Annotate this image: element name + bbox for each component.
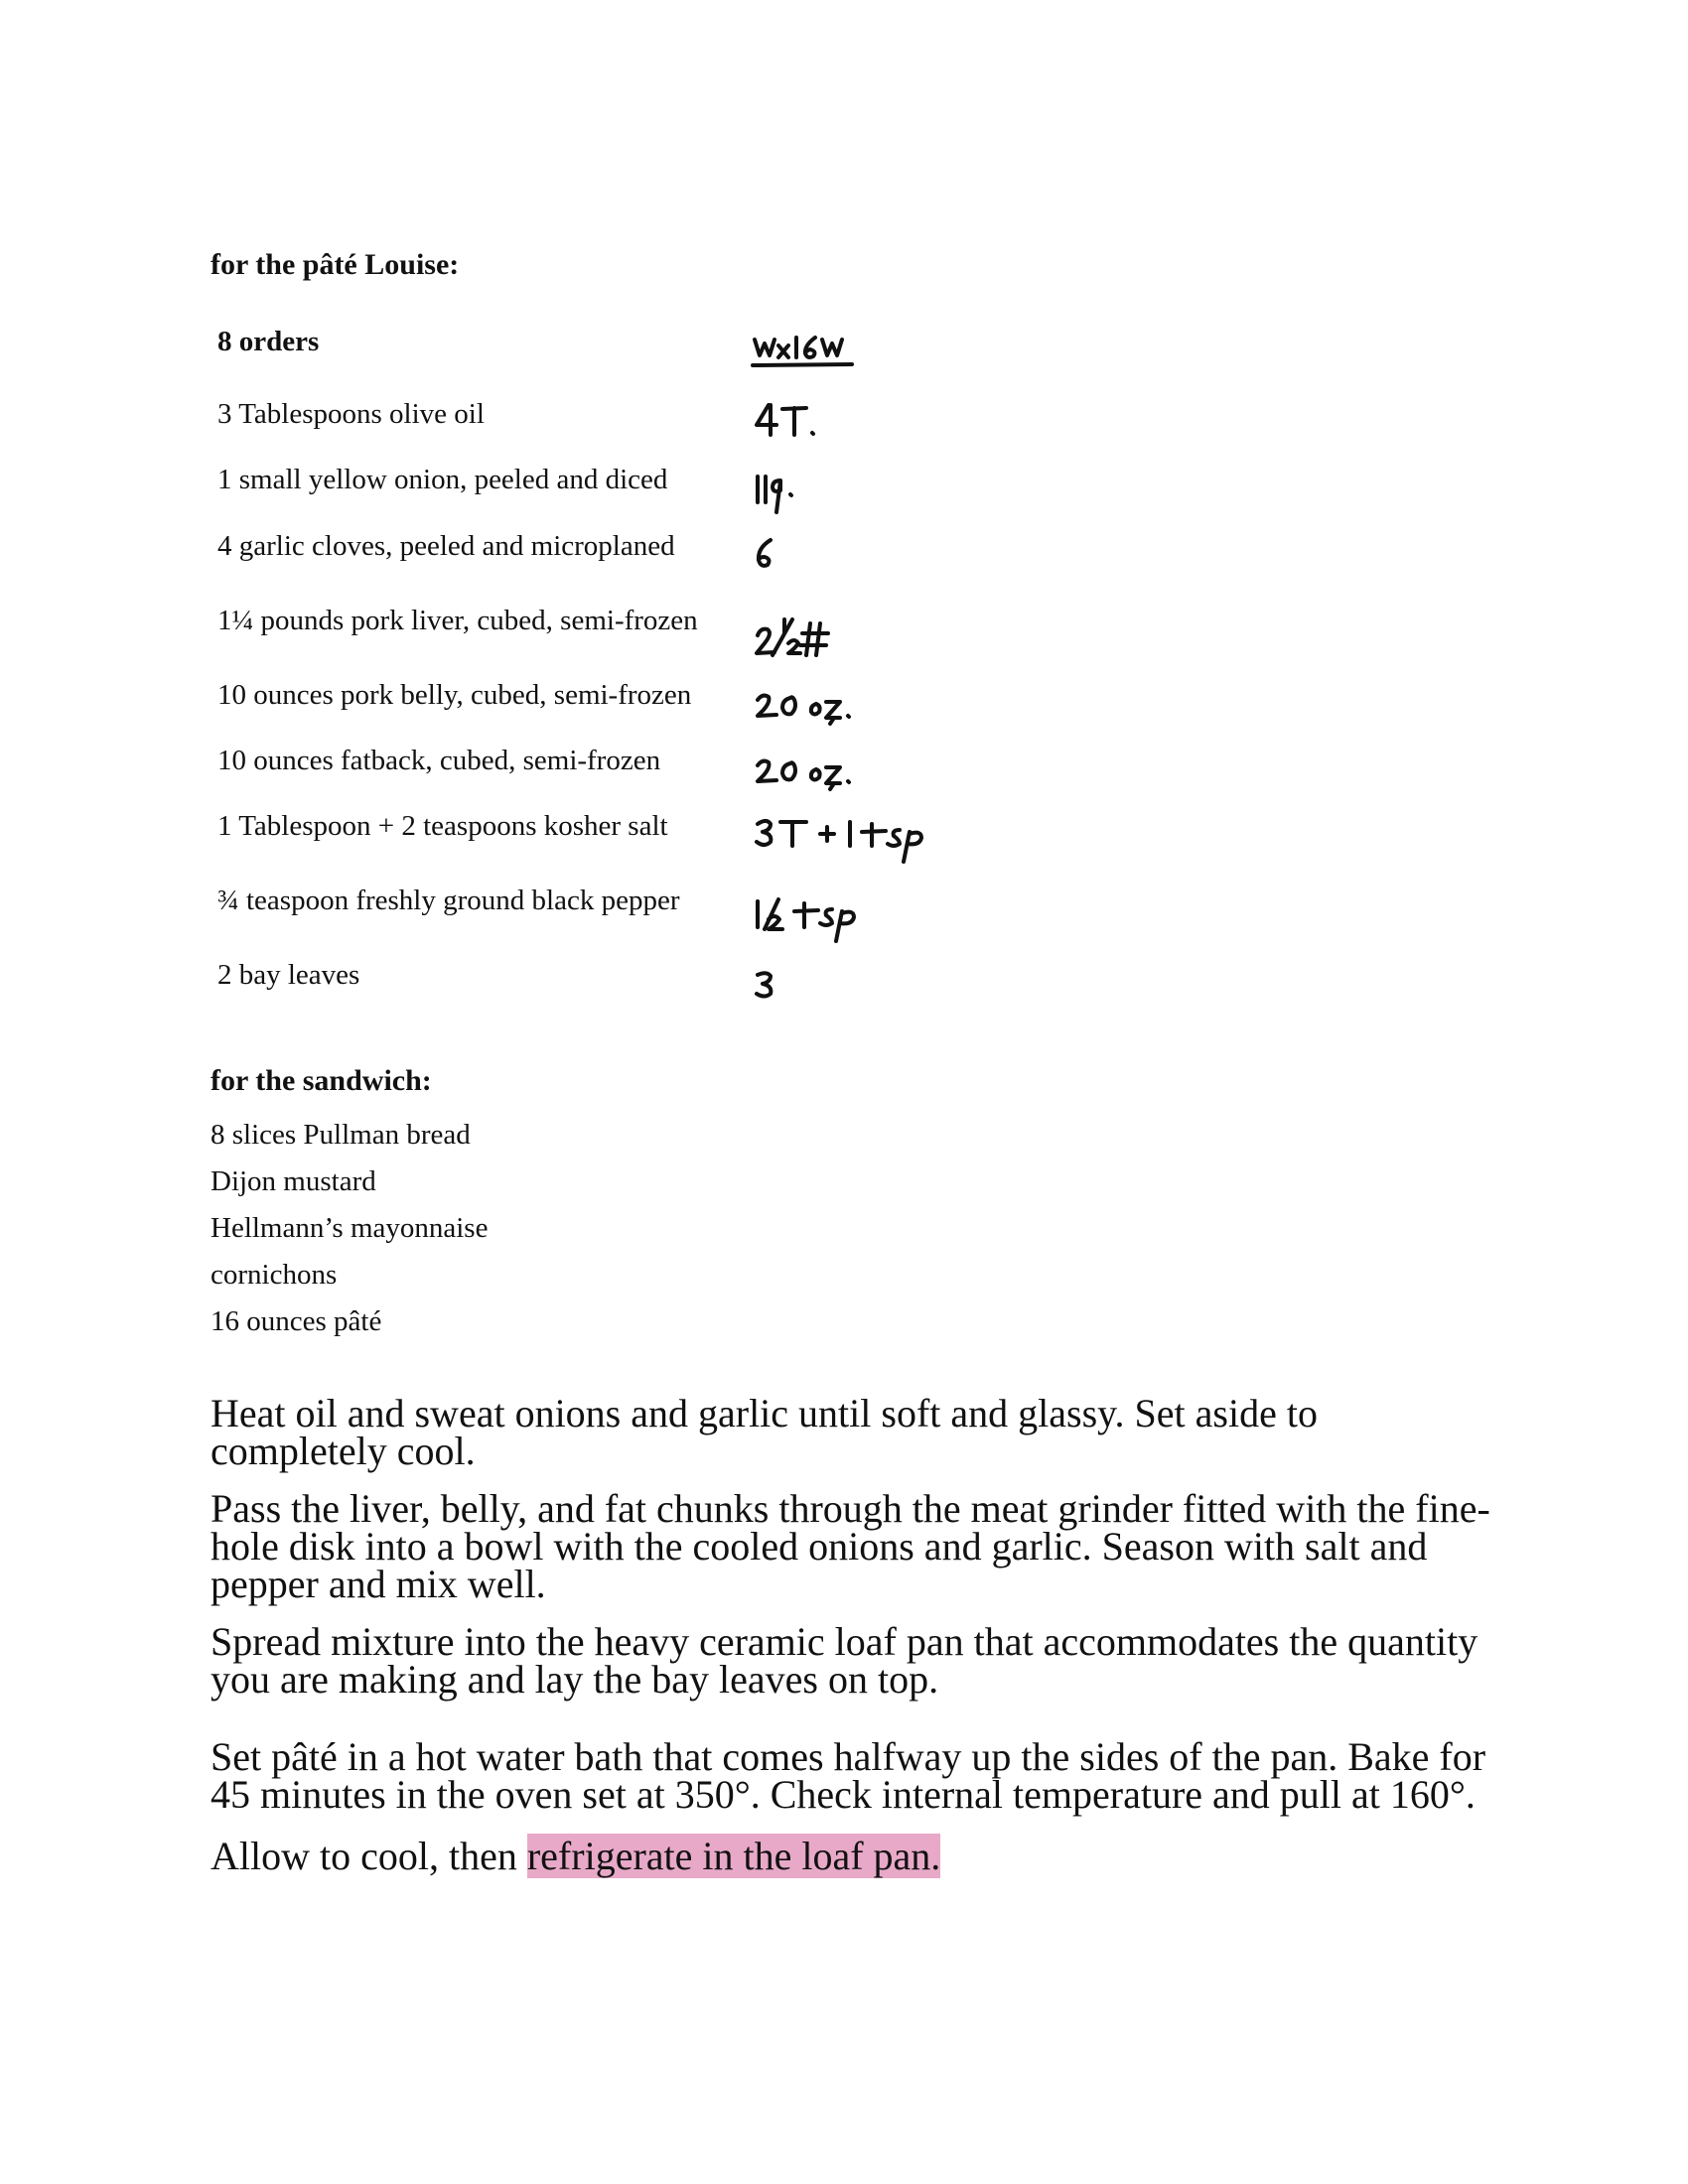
instruction-step: Spread mixture into the heavy ceramic loaf pan that accommodates the quantity you are making and lay the bay leaves on top. xyxy=(211,1619,1478,1702)
ingredient-row: 3 Tablespoons olive oil xyxy=(217,398,485,430)
handwritten-note xyxy=(755,690,864,724)
ingredient-row: 1¼ pounds pork liver, cubed, semi-frozen xyxy=(217,605,698,636)
instruction-step: Pass the liver, belly, and fat chunks through the meat grinder fitted with the fine-hole disk into a bowl with the cooled onions and garlic. Season with salt and pepper and mix well. xyxy=(211,1486,1490,1606)
sandwich-list xyxy=(211,1112,488,1345)
sandwich-item: Hellmann’s mayonnaise xyxy=(211,1212,489,1244)
instructions xyxy=(211,1391,1501,1878)
highlighted-text: refrigerate in the loaf pan. xyxy=(526,1834,941,1878)
handwritten-note xyxy=(755,969,778,1001)
orders-label: 8 orders xyxy=(217,326,320,357)
handwritten-note xyxy=(755,538,778,570)
ingredient-row: 1 Tablespoon + 2 teaspoons kosher salt xyxy=(217,810,668,842)
ingredient-row: 10 ounces pork belly, cubed, semi-frozen xyxy=(217,679,692,711)
ingredient-row: ¾ teaspoon freshly ground black pepper xyxy=(217,885,680,916)
ingredient-row: 1 small yellow onion, peeled and diced xyxy=(217,464,668,495)
instruction-step-final xyxy=(211,1834,1501,1878)
sandwich-item: 16 ounces pâté xyxy=(211,1305,382,1337)
sandwich-item: cornichons xyxy=(211,1259,338,1291)
sandwich-item: Dijon mustard xyxy=(211,1165,376,1197)
handwritten-orders-note xyxy=(753,334,862,369)
sandwich-heading: for the sandwich: xyxy=(211,1064,432,1097)
handwritten-note xyxy=(755,473,804,514)
handwritten-note xyxy=(755,403,824,439)
final-step-text: Allow to cool, then xyxy=(211,1834,527,1878)
handwritten-note xyxy=(755,895,874,943)
instruction-step: Heat oil and sweat onions and garlic until soft and glassy. Set aside to completely cool. xyxy=(211,1391,1318,1473)
handwritten-note xyxy=(755,816,943,864)
handwritten-note xyxy=(755,615,844,657)
handwritten-note xyxy=(755,755,864,789)
pate-heading: for the pâté Louise: xyxy=(211,248,460,281)
sandwich-item: 8 slices Pullman bread xyxy=(211,1119,471,1151)
ingredient-row: 4 garlic cloves, peeled and microplaned xyxy=(217,530,675,562)
ingredient-row: 10 ounces fatback, cubed, semi-frozen xyxy=(217,745,661,776)
instruction-step: Set pâté in a hot water bath that comes halfway up the sides of the pan. Bake for 45 minutes in the oven set at 350°. Check internal temperature and pull at 160°. xyxy=(211,1734,1486,1817)
ingredient-row: 2 bay leaves xyxy=(217,959,360,991)
